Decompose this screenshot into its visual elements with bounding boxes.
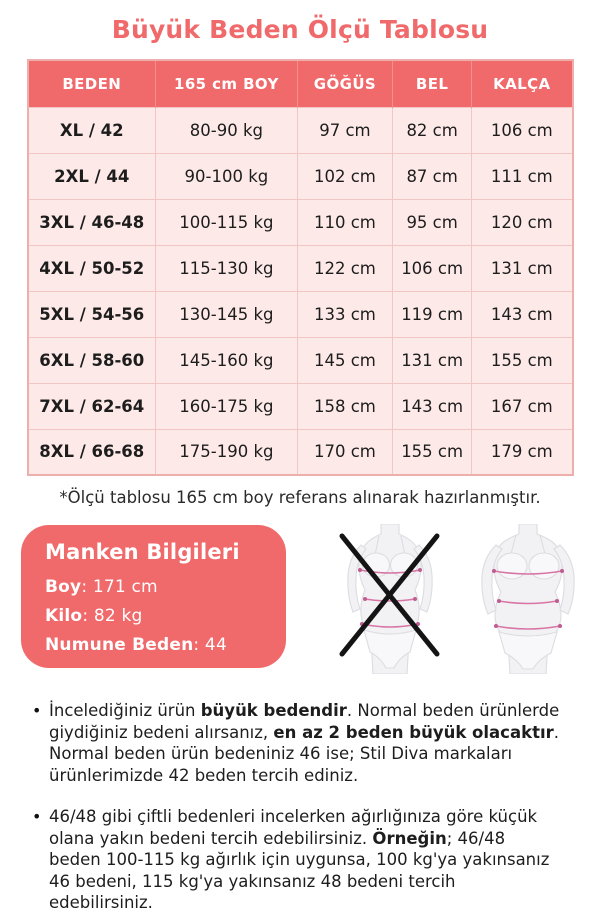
header-cell-kalca: KALÇA (472, 60, 573, 107)
hip-cell: 179 cm (472, 429, 573, 475)
bust-cell: 97 cm (297, 107, 392, 153)
hip-cell: 131 cm (472, 245, 573, 291)
model-info-title: Manken Bilgileri (45, 540, 240, 564)
weight-cell: 160-175 kg (156, 383, 298, 429)
size-cell: 4XL / 50-52 (28, 245, 156, 291)
header-cell-beden: BEDEN (28, 60, 156, 107)
table-row (28, 337, 573, 383)
size-cell: 2XL / 44 (28, 153, 156, 199)
waist-cell: 95 cm (393, 199, 472, 245)
table-row (28, 291, 573, 337)
weight-cell: 145-160 kg (156, 337, 298, 383)
table-row (28, 429, 573, 475)
waist-cell: 119 cm (393, 291, 472, 337)
size-table (27, 59, 574, 476)
bust-cell: 158 cm (297, 383, 392, 429)
slim-body-crossed-out-icon (334, 524, 446, 674)
header-cell-gogus: GÖĞÜS (297, 60, 392, 107)
size-cell: XL / 42 (28, 107, 156, 153)
table-row (28, 199, 573, 245)
header-cell-bel: BEL (393, 60, 472, 107)
weight-cell: 90-100 kg (156, 153, 298, 199)
size-cell: 3XL / 46-48 (28, 199, 156, 245)
note-item-sizing: • İncelediğiniz ürün büyük bedendir. Normal beden ürünlerde giydiğiniz bedeni alırsanız, en az 2 beden büyük olacaktır. Normal beden ürün bedeniniz 46 ise; Stil Diva markaları ürünlerimizde 42 beden tercih ediniz. (30, 700, 562, 786)
bust-cell: 122 cm (297, 245, 392, 291)
model-info-card (21, 525, 286, 668)
size-cell: 6XL / 58-60 (28, 337, 156, 383)
hip-cell: 111 cm (472, 153, 573, 199)
waist-cell: 106 cm (393, 245, 472, 291)
hip-cell: 143 cm (472, 291, 573, 337)
table-row (28, 107, 573, 153)
weight-cell: 130-145 kg (156, 291, 298, 337)
model-sample-size-line: Numune Beden: 44 (45, 635, 227, 655)
note-item-double-sizes: • 46/48 gibi çiftli bedenleri incelerken ağırlığınıza göre küçük olana yakın bedeni tercih edebilirsiniz. Örneğin; 46/48 beden 100-115 kg ağırlık için uygunsa, 100 kg'ya yakınsanız 46 bedeni, 115 kg'ya yakınsanız 48 bedeni tercih edebilirsiniz. (30, 806, 562, 914)
bust-cell: 170 cm (297, 429, 392, 475)
model-weight-line: Kilo: 82 kg (45, 606, 143, 626)
table-row (28, 153, 573, 199)
page-title: Büyük Beden Ölçü Tablosu (111, 15, 489, 44)
hip-cell: 120 cm (472, 199, 573, 245)
bust-cell: 110 cm (297, 199, 392, 245)
hip-cell: 167 cm (472, 383, 573, 429)
header-cell-boy: 165 cm BOY (156, 60, 298, 107)
table-row (28, 383, 573, 429)
weight-cell: 115-130 kg (156, 245, 298, 291)
plus-size-body-measurements-icon (472, 524, 584, 674)
size-cell: 5XL / 54-56 (28, 291, 156, 337)
waist-cell: 82 cm (393, 107, 472, 153)
bust-cell: 133 cm (297, 291, 392, 337)
table-header-row (28, 60, 573, 107)
weight-cell: 175-190 kg (156, 429, 298, 475)
hip-cell: 155 cm (472, 337, 573, 383)
weight-cell: 80-90 kg (156, 107, 298, 153)
waist-cell: 87 cm (393, 153, 472, 199)
waist-cell: 131 cm (393, 337, 472, 383)
model-height-line: Boy: 171 cm (45, 577, 158, 597)
weight-cell: 100-115 kg (156, 199, 298, 245)
hip-cell: 106 cm (472, 107, 573, 153)
waist-cell: 143 cm (393, 383, 472, 429)
size-cell: 7XL / 62-64 (28, 383, 156, 429)
bust-cell: 102 cm (297, 153, 392, 199)
notes-list (30, 700, 562, 914)
table-row (28, 245, 573, 291)
model-info-section (0, 524, 600, 676)
body-figures (334, 524, 584, 674)
table-footnote: *Ölçü tablosu 165 cm boy referans alınarak hazırlanmıştır. (59, 488, 541, 507)
bust-cell: 145 cm (297, 337, 392, 383)
size-cell: 8XL / 66-68 (28, 429, 156, 475)
waist-cell: 155 cm (393, 429, 472, 475)
